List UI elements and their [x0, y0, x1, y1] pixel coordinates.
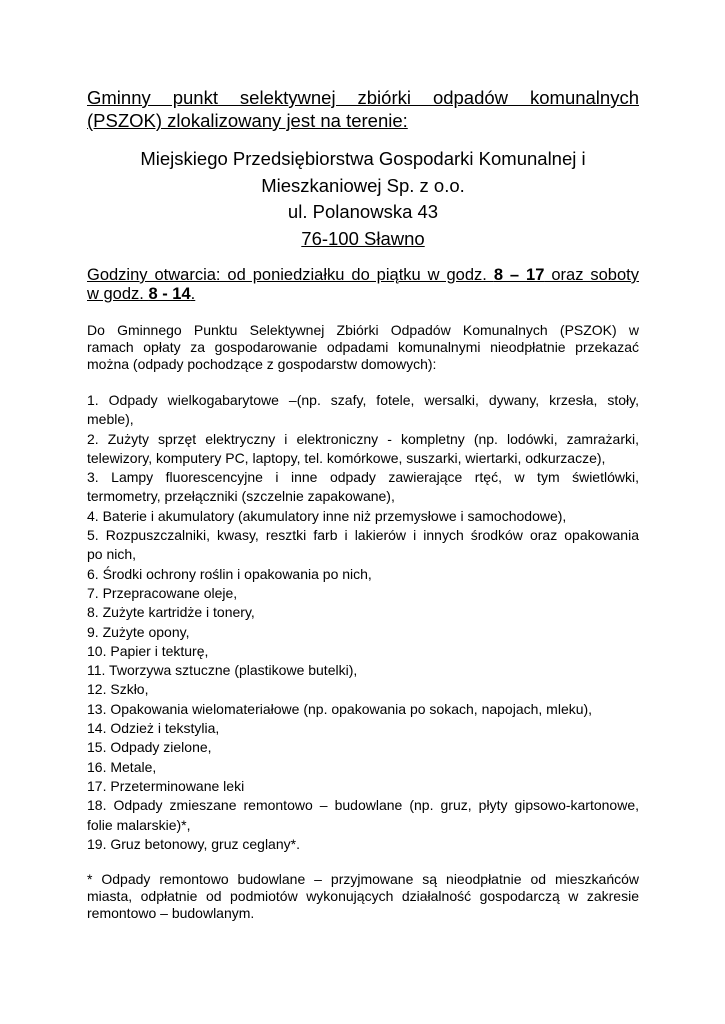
list-item-line: termometry, przełączniki (szczelnie zapakowane), — [87, 488, 395, 505]
list-item — [87, 700, 639, 719]
list-item — [87, 738, 639, 757]
footnote — [87, 871, 639, 922]
footnote-line-3: remontowo – budowlanym. — [87, 905, 255, 922]
saturday-hours: 8 - 14 — [148, 285, 191, 303]
list-item-line: 12. Szkło, — [87, 681, 149, 698]
hours-weekday-suffix: oraz soboty — [544, 266, 639, 284]
intro-line-2: ramach opłaty za gospodarowanie odpadami komunalnymi nieodpłatnie przekazać — [87, 339, 639, 355]
list-item — [87, 468, 639, 507]
list-item — [87, 623, 639, 642]
hours-weekday-prefix: Godziny otwarcia: od poniedziałku do piątku w godz. — [87, 266, 494, 284]
list-item — [87, 584, 639, 603]
list-item-line: 18. Odpady zmieszane remontowo – budowlane (np. gruz, płyty gipsowo-kartonowe, — [87, 797, 639, 814]
list-item-line: 10. Papier i tekturę, — [87, 642, 209, 659]
list-item — [87, 835, 639, 854]
list-item — [87, 758, 639, 777]
list-item-line: 11. Tworzywa sztuczne (plastikowe butelki), — [87, 662, 358, 679]
list-item-line: 2. Zużyty sprzęt elektryczny i elektroniczny - kompletny (np. lodówki, zamrażarki, — [87, 430, 639, 447]
hours-saturday-prefix: w godz. — [87, 285, 149, 303]
list-item-line: po nich, — [87, 546, 137, 563]
list-item — [87, 430, 639, 469]
opening-hours-line-1 — [87, 266, 639, 285]
list-item-line: 16. Metale, — [87, 758, 157, 775]
list-item-line: 19. Gruz betonowy, gruz ceglany*. — [87, 835, 300, 852]
list-item-line: meble), — [87, 411, 134, 428]
list-item — [87, 642, 639, 661]
weekday-hours: 8 – 17 — [493, 266, 545, 284]
list-item-line: folie malarskie)*, — [87, 816, 191, 833]
address-street: ul. Polanowska 43 — [287, 201, 439, 222]
list-item — [87, 565, 639, 584]
opening-hours — [87, 266, 639, 304]
address-block — [87, 146, 639, 252]
address-city: 76-100 Sławno — [301, 227, 425, 249]
list-item-line: 17. Przeterminowane leki — [87, 777, 245, 794]
list-item-line: 3. Lampy fluorescencyjne i inne odpady zawierające rtęć, w tym świetlówki, — [87, 469, 639, 486]
list-item-line: 15. Odpady zielone, — [87, 739, 212, 756]
list-item — [87, 719, 639, 738]
list-item-line: 9. Zużyte opony, — [87, 623, 190, 640]
list-item-line: 6. Środki ochrony roślin i opakowania po nich, — [87, 565, 372, 582]
list-item — [87, 796, 639, 835]
hours-saturday-suffix: . — [190, 285, 196, 303]
list-item — [87, 603, 639, 622]
list-item-line: 4. Baterie i akumulatory (akumulatory inne niż przemysłowe i samochodowe), — [87, 507, 567, 524]
list-item — [87, 680, 639, 699]
document-page — [87, 86, 639, 922]
address-line-2: Mieszkaniowej Sp. z o.o. — [261, 174, 465, 196]
heading-line-2: (PSZOK) zlokalizowany jest na terenie: — [87, 110, 408, 131]
list-item — [87, 391, 639, 430]
list-item — [87, 661, 639, 680]
list-item-line: 14. Odzież i tekstylia, — [87, 720, 220, 737]
footnote-line-1: * Odpady remontowo budowlane – przyjmowane są nieodpłatnie od mieszkańców — [87, 871, 639, 888]
list-item-line: 1. Odpady wielkogabarytowe –(np. szafy, fotele, wersalki, dywany, krzesła, stoły, — [87, 392, 639, 408]
heading-line-1: Gminny punkt selektywnej zbiórki odpadów komunalnych — [87, 87, 639, 108]
list-item — [87, 507, 639, 526]
list-item-line: telewizory, komputery PC, laptopy, tel. komórkowe, suszarki, wiertarki, odkurzacze), — [87, 449, 606, 466]
intro-line-3: można (odpady pochodzące z gospodarstw domowych): — [87, 356, 437, 372]
intro-paragraph — [87, 322, 639, 373]
document-heading — [87, 86, 639, 132]
list-item-line: 8. Zużyte kartridże i tonery, — [87, 604, 255, 621]
list-item — [87, 526, 639, 565]
opening-hours-line-2 — [87, 285, 195, 303]
list-item — [87, 777, 639, 796]
list-item-line: 7. Przepracowane oleje, — [87, 584, 238, 601]
list-item-line: 13. Opakowania wielomateriałowe (np. opakowania po sokach, napojach, mleku), — [87, 700, 593, 717]
footnote-line-2: miasta, odpłatnie od podmiotów wykonujących działalność gospodarczą w zakresie — [87, 888, 639, 905]
intro-line-1: Do Gminnego Punktu Selektywnej Zbiórki Odpadów Komunalnych (PSZOK) w — [87, 322, 639, 338]
list-item-line: 5. Rozpuszczalniki, kwasy, resztki farb i lakierów i innych środków oraz opakowania — [87, 527, 639, 544]
waste-list — [87, 391, 639, 854]
address-line-1: Miejskiego Przedsiębiorstwa Gospodarki Komunalnej i — [140, 148, 586, 169]
